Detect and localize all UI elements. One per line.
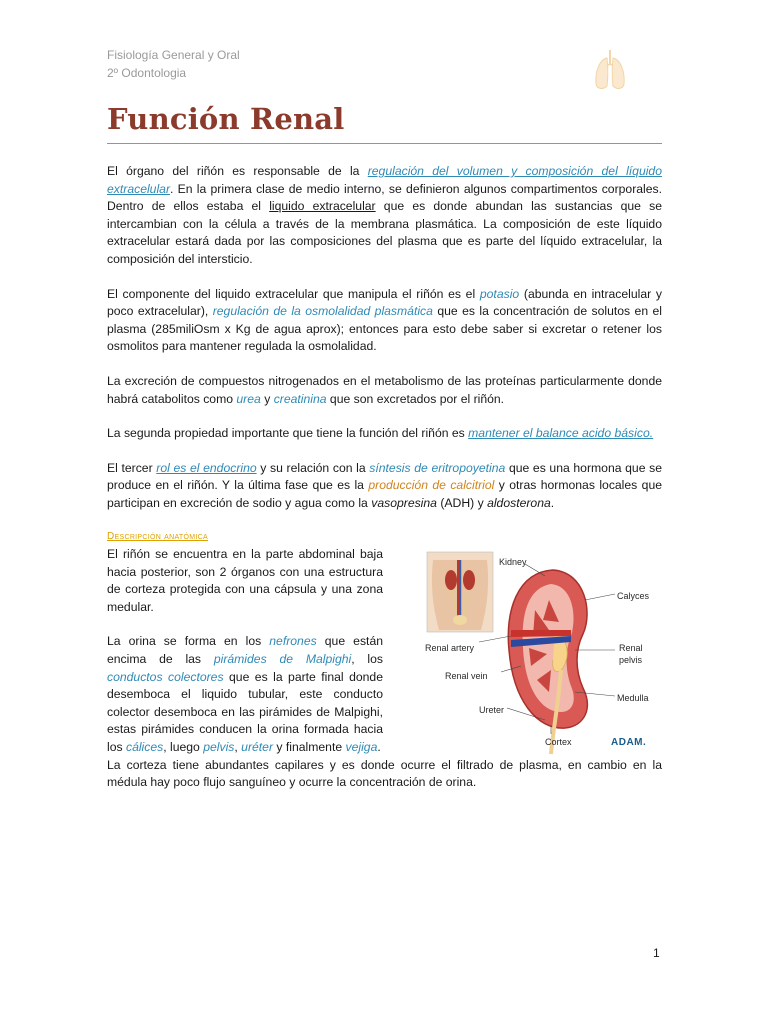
text: y otras hormonas locales que participan en excreción de sodio y agua como la bbox=[107, 478, 662, 510]
text: que es la concentración de solutos en el plasma (285miliOsm x Kg de agua aprox); entonces para esto debe saber si excretar o retener los osmolitos para mantener regulada la osmolalidad. bbox=[107, 304, 662, 354]
text: El órgano del riñón es responsable de la bbox=[107, 164, 368, 178]
paragraph-urine-formation bbox=[107, 633, 383, 756]
adam-brand-mark: ADAM. bbox=[611, 737, 647, 749]
title-divider bbox=[107, 143, 662, 144]
course-group: 2º Odontologia bbox=[107, 66, 187, 80]
text: (abunda en intracelular y poco extracelular), bbox=[107, 286, 662, 319]
page-header bbox=[107, 46, 667, 82]
text: . En la primera clase de medio interno, se definieron algunos compartimentos corporales. Dentro de ellos estaba el bbox=[107, 181, 662, 214]
text: , los bbox=[351, 652, 383, 667]
highlight-term: nefrones bbox=[269, 634, 317, 649]
text: , luego bbox=[163, 740, 204, 755]
lungs-icon bbox=[593, 46, 627, 92]
text: La excreción de compuestos nitrogenados en el metabolismo de las proteínas particularmente donde habrá catabolitos como bbox=[107, 373, 662, 406]
highlight-term: síntesis de eritropoyetina bbox=[369, 460, 506, 475]
text: La segunda propiedad importante que tiene la función del riñón es bbox=[107, 426, 469, 441]
paragraph-cortex-medulla: La corteza tiene abundantes capilares y es donde ocurre el filtrado de plasma, en cambio en la médula hay poco flujo sanguíneo y ocurre la concentración de orina. bbox=[107, 757, 662, 790]
text: que es donde abundan las sustancias que se intercambian con la célula a través de la membrana plasmática. La composición de este líquido extracelular estará dada por las composiciones del plasma que es parte del líquido extracelular, la composición del intersticio. bbox=[107, 199, 662, 266]
highlight-term: producción de calcitriol bbox=[368, 478, 495, 493]
label-cortex: Cortex bbox=[545, 737, 572, 748]
page-number: 1 bbox=[653, 946, 660, 960]
paragraph-location: El riñón se encuentra en la parte abdominal baja hacia posterior, son 2 órganos con una estructura de corteza protegida con una cápsula y una zona medular. bbox=[107, 547, 383, 614]
highlight-term: creatinina bbox=[273, 391, 327, 406]
text: . bbox=[550, 495, 555, 510]
highlight-term: pelvis bbox=[203, 740, 235, 755]
italic-term: aldosterona bbox=[487, 495, 551, 510]
label-renal-artery: Renal artery bbox=[425, 643, 475, 654]
anatomy-text-column bbox=[107, 546, 383, 757]
text: que están encima de las bbox=[107, 634, 383, 667]
highlight-term: rol es el endocrino bbox=[156, 460, 257, 475]
anatomy-section bbox=[107, 546, 662, 757]
paragraph-endocrine bbox=[107, 460, 662, 513]
text: y bbox=[260, 391, 274, 406]
highlight-term: pirámides de Malpighi bbox=[213, 652, 352, 667]
highlight-term: conductos colectores bbox=[107, 669, 224, 684]
highlight-term: potasio bbox=[479, 286, 520, 301]
course-name: Fisiología General y Oral bbox=[107, 48, 240, 62]
paragraph-volume-regulation bbox=[107, 163, 662, 269]
text: (ADH) y bbox=[436, 495, 488, 510]
text: La orina se forma en los bbox=[107, 634, 270, 649]
paragraph-acid-base bbox=[107, 425, 662, 443]
highlight-term: mantener el balance acido básico. bbox=[468, 426, 654, 441]
document-body bbox=[107, 163, 662, 809]
page-title: Función Renal bbox=[107, 102, 345, 136]
text: y finalmente bbox=[273, 740, 346, 755]
label-ureter: Ureter bbox=[479, 705, 505, 716]
text: El componente del liquido extracelular que manipula el riñón es el bbox=[107, 286, 480, 301]
text: . bbox=[377, 740, 381, 755]
text: que es la parte final donde desemboca el liquido tubular, este conducto colector desemboca en las pirámides de Malpighi, estas pirámides conducen la orina formada hacia los bbox=[107, 669, 383, 755]
label-kidney: Kidney bbox=[499, 557, 527, 568]
label-calyces: Calyces bbox=[617, 591, 650, 602]
label-renal-vein: Renal vein bbox=[445, 671, 488, 682]
text: , bbox=[234, 740, 242, 755]
label-medulla: Medulla bbox=[617, 693, 649, 704]
text: que es una hormona que se produce en el riñón. Y la última fase que es la bbox=[107, 460, 662, 493]
highlight-term: uréter bbox=[241, 740, 274, 755]
italic-term: vasopresina bbox=[371, 495, 437, 510]
highlight-term: vejiga bbox=[345, 740, 378, 755]
text: que son excretados por el riñón. bbox=[326, 391, 505, 406]
text: y su relación con la bbox=[256, 460, 370, 475]
underlined-term: liquido extracelular bbox=[269, 199, 376, 214]
text: El tercer bbox=[107, 460, 157, 475]
label-renal-pelvis-2: pelvis bbox=[619, 655, 643, 666]
kidney-anatomy-figure bbox=[425, 550, 671, 755]
paragraph-nitrogen-excretion bbox=[107, 373, 662, 408]
highlight-term: cálices bbox=[125, 740, 164, 755]
label-renal-pelvis-1: Renal bbox=[619, 643, 643, 654]
paragraph-osmolality bbox=[107, 286, 662, 356]
section-heading: Descripción anatómica bbox=[107, 530, 208, 542]
highlight-term: regulación del volumen y composición del líquido extracelular bbox=[107, 164, 662, 196]
highlight-term: regulación de la osmolalidad plasmática bbox=[212, 304, 433, 319]
highlight-term: urea bbox=[236, 391, 261, 406]
